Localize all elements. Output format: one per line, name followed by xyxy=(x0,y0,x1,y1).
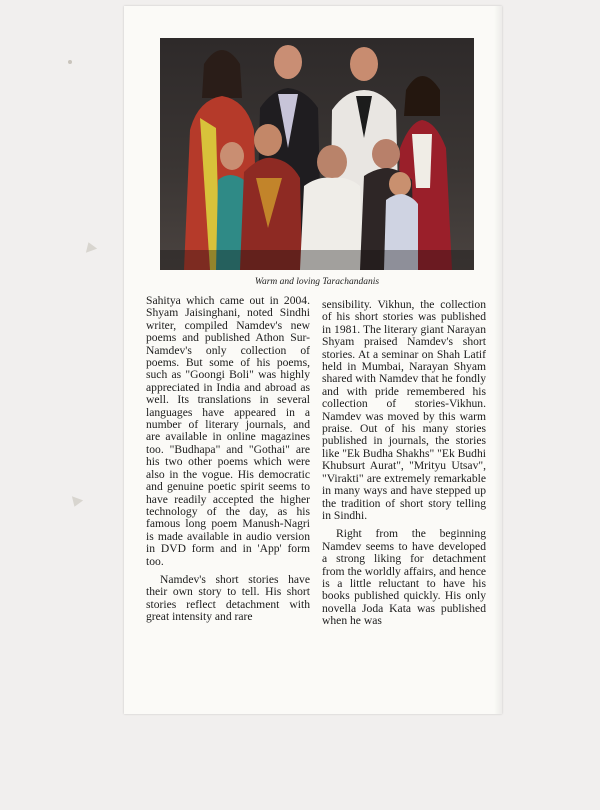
margin-mark xyxy=(83,240,97,253)
paragraph: Sahitya which came out in 2004. Shyam Jaisinghani, noted Sindhi writer, compiled Namdev's new poems and published Athon Sur- Namdev's only collection of poems. But some of his poems, such as "Goongi Boli" was highly appreciated in India and abroad as well. Its translations in several languages have appeared in a number of literary journals, and are available in online magazines too. "Budhapa" and "Gothai" are his two other poems which were also in the vogue. His democratic and genuine poetic spirit seems to have readily accepted the higher technology of the day, as his famous long poem Manush-Nagri is made available in audio version in DVD form and in 'App' form too. xyxy=(146,294,310,568)
family-portrait-icon xyxy=(160,38,474,270)
paragraph: sensibility. Vikhun, the collection of his short stories was published in 1981. The literary giant Narayan Shyam praised Namdev's short stories. At a seminar on Shah Latif held in Mumbai, Narayan Shyam shared with Namdev that he fondly and with pride remembered his collection of stories-Vikhun. Namdev was moved by this warm praise. Out of his many stories published in journals, the stories like "Ek Budha Shakhs" "Ek Budhi Khubsurt Aurat", "Mrityu Utsav", "Virakti" are extremely remarkable in many ways and have stepped up the tradition of short story telling in Sindhi. xyxy=(322,298,486,522)
text-column-right xyxy=(322,299,486,628)
margin-mark xyxy=(69,496,83,509)
document-page xyxy=(124,6,502,714)
family-portrait-photo xyxy=(160,38,474,270)
paragraph: Right from the beginning Namdev seems to have developed a strong liking for detachment from the worldly affairs, and hence is a little reluctant to have his books published quickly. His only novella Joda Kata was published when he was xyxy=(322,527,486,628)
speck xyxy=(68,60,72,64)
text-column-left xyxy=(146,295,310,624)
photo-caption: Warm and loving Tarachandanis xyxy=(254,277,380,287)
paragraph: Namdev's short stories have their own story to tell. His short stories reflect detachment with great intensity and rare xyxy=(146,572,310,624)
